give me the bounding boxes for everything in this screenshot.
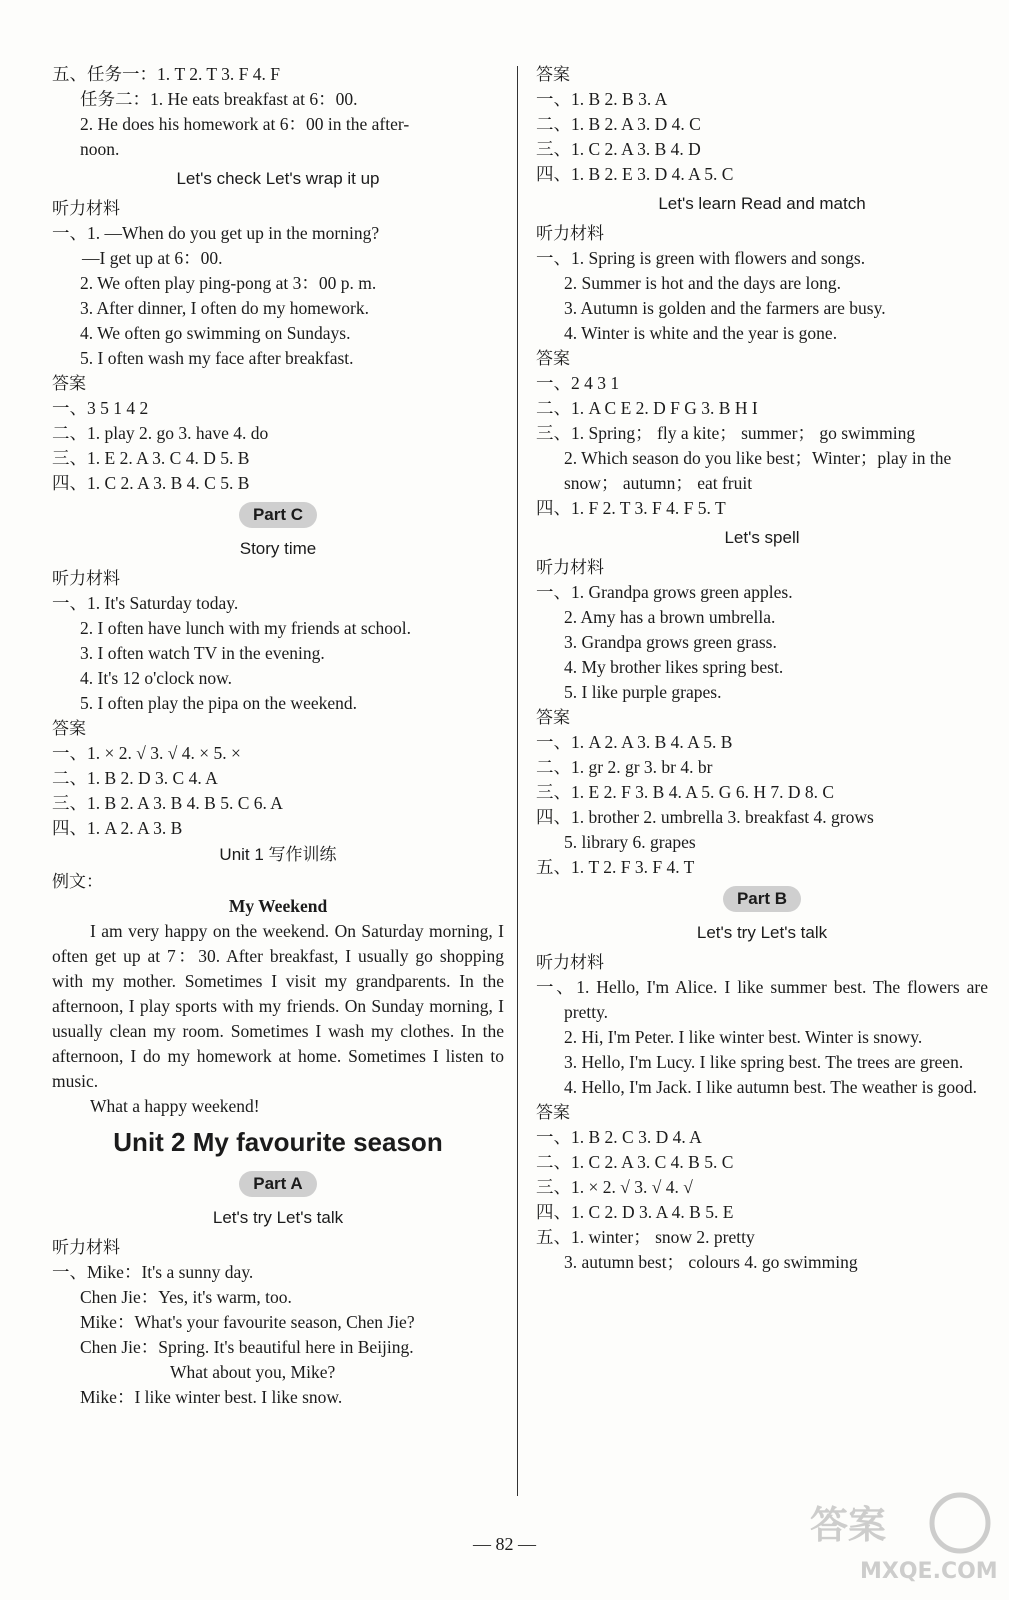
listening-label: 听力材料	[52, 569, 120, 588]
listening-label: 听力材料	[52, 199, 120, 218]
essay-closing: What a happy weekend!	[90, 1096, 260, 1116]
text-line: noon.	[80, 139, 120, 159]
text-line: 3. Hello, I'm Lucy. I like spring best. The trees are green.	[564, 1052, 964, 1072]
answer-line: 一、1. B 2. B 3. A	[536, 89, 668, 109]
text-line: 2. We often play ping-pong at 3：00 p. m.	[80, 273, 377, 293]
listening-label: 听力材料	[536, 224, 604, 243]
left-column	[52, 62, 504, 1410]
answer-line: 三、1. C 2. A 3. B 4. D	[536, 139, 701, 159]
text-line: —I get up at 6：00.	[82, 248, 223, 268]
dialogue-line: Mike：What's your favourite season, Chen Jie?	[80, 1312, 415, 1332]
text-line: 任务二：1. He eats breakfast at 6：00.	[80, 89, 358, 109]
right-column	[536, 62, 988, 1275]
page-number: — 82 —	[473, 1534, 536, 1554]
answer-line: 二、1. C 2. A 3. C 4. B 5. C	[536, 1152, 734, 1172]
answer-line: 三、1. × 2. √ 3. √ 4. √	[536, 1177, 693, 1197]
text-line: 3. I often watch TV in the evening.	[80, 643, 325, 663]
listening-label: 听力材料	[536, 953, 604, 972]
answer-line: 一、1. A 2. A 3. B 4. A 5. B	[536, 732, 733, 752]
answer-line: 三、1. Spring； fly a kite； summer； go swimming	[536, 423, 916, 443]
text-line: 一、1. Grandpa grows green apples.	[536, 582, 793, 602]
part-b-row	[536, 880, 988, 916]
answer-line: 一、2 4 3 1	[536, 373, 620, 393]
dialogue-line: Chen Jie：Yes, it's warm, too.	[80, 1287, 292, 1307]
answer-label: 答案	[536, 708, 570, 727]
answer-line: 三、1. B 2. A 3. B 4. B 5. C 6. A	[52, 793, 283, 813]
answer-line: 二、1. A C E 2. D F G 3. B H I	[536, 398, 758, 418]
listening-label: 听力材料	[52, 1238, 120, 1257]
answer-line: 四、1. F 2. T 3. F 4. F 5. T	[536, 498, 726, 518]
text-line: 一、1. It's Saturday today.	[52, 593, 239, 613]
text-line: 一、1. Hello, I'm Alice. I like summer best. The flowers are pretty.	[536, 977, 988, 1022]
text-line: 五、任务一：1. T 2. T 3. F 4. F	[52, 64, 281, 84]
text-line: 3. Autumn is golden and the farmers are busy.	[564, 298, 886, 318]
text-line: 5. I often play the pipa on the weekend.	[80, 693, 357, 713]
text-line: 4. It's 12 o'clock now.	[80, 668, 232, 688]
section-heading: Story time	[239, 539, 317, 558]
answer-line: 一、1. B 2. C 3. D 4. A	[536, 1127, 702, 1147]
answer-line: 一、3 5 1 4 2	[52, 398, 149, 418]
section-heading: Let's learn Read and match	[658, 194, 866, 213]
dialogue-line: What about you, Mike?	[170, 1362, 336, 1382]
answer-line: 3. autumn best； colours 4. go swimming	[564, 1252, 858, 1272]
answer-line: 一、1. × 2. √ 3. √ 4. × 5. ×	[52, 743, 241, 763]
part-b-badge: Part B	[723, 886, 801, 912]
answer-line: 五、1. T 2. F 3. F 4. T	[536, 857, 695, 877]
answer-line: 二、1. play 2. go 3. have 4. do	[52, 423, 269, 443]
text-line: 3. After dinner, I often do my homework.	[80, 298, 369, 318]
text-line: 2. Amy has a brown umbrella.	[564, 607, 776, 627]
text-line: 一、1. Spring is green with flowers and songs.	[536, 248, 866, 268]
answer-label: 答案	[52, 719, 86, 738]
dialogue-line: 一、Mike：It's a sunny day.	[52, 1262, 254, 1282]
dialogue-line: Mike：I like winter best. I like snow.	[80, 1387, 343, 1407]
answer-line: 五、1. winter； snow 2. pretty	[536, 1227, 755, 1247]
answer-line: 2. Which season do you like best；Winter；play in the snow； autumn； eat fruit	[564, 448, 952, 493]
section-heading: Let's try Let's talk	[212, 1208, 344, 1227]
writing-heading: Unit 1 写作训练	[219, 845, 337, 864]
text-line: 2. Hi, I'm Peter. I like winter best. Winter is snowy.	[564, 1027, 923, 1047]
example-label: 例文：	[52, 872, 103, 891]
text-line: 4. We often go swimming on Sundays.	[80, 323, 351, 343]
answer-line: 四、1. A 2. A 3. B	[52, 818, 183, 838]
dialogue-line: Chen Jie：Spring. It's beautiful here in Beijing.	[80, 1337, 414, 1357]
text-line: 4. Winter is white and the year is gone.	[564, 323, 838, 343]
svg-text:答案: 答案	[810, 1503, 887, 1547]
text-line: 3. Grandpa grows green grass.	[564, 632, 777, 652]
svg-text:MXQE.COM: MXQE.COM	[860, 1559, 998, 1584]
essay-title: My Weekend	[228, 896, 328, 916]
text-line: 2. Summer is hot and the days are long.	[564, 273, 842, 293]
answer-line: 5. library 6. grapes	[564, 832, 696, 852]
answer-line: 四、1. brother 2. umbrella 3. breakfast 4. grows	[536, 807, 874, 827]
answer-label: 答案	[536, 65, 570, 84]
answer-label: 答案	[52, 374, 86, 393]
part-c-row	[52, 496, 504, 532]
listening-label: 听力材料	[536, 558, 604, 577]
section-heading: Let's try Let's talk	[696, 923, 828, 942]
answer-label: 答案	[536, 1103, 570, 1122]
text-line: 一、1. —When do you get up in the morning?	[52, 223, 380, 243]
section-heading: Let's check Let's wrap it up	[176, 169, 380, 188]
text-line: 5. I often wash my face after breakfast.	[80, 348, 354, 368]
answer-line: 二、1. gr 2. gr 3. br 4. br	[536, 757, 713, 777]
part-c-badge: Part C	[239, 502, 317, 528]
answer-line: 四、1. C 2. A 3. B 4. C 5. B	[52, 473, 250, 493]
part-a-row	[52, 1165, 504, 1201]
answer-line: 三、1. E 2. A 3. C 4. D 5. B	[52, 448, 250, 468]
answer-line: 四、1. C 2. D 3. A 4. B 5. E	[536, 1202, 734, 1222]
essay-paragraph: I am very happy on the weekend. On Saturday morning, I often get up at 7：30. After breakfast, I usually go shopping with my mother. Sometimes I visit my grandparents. In the afternoon, I play sports with my friends. On Sunday morning, I usually clean my room. Sometimes I wash my clothes. In the afternoon, I do my homework at home. Sometimes I listen to music.	[52, 921, 504, 1091]
answer-line: 四、1. B 2. E 3. D 4. A 5. C	[536, 164, 734, 184]
section-heading: Let's spell	[724, 528, 800, 547]
answer-line: 三、1. E 2. F 3. B 4. A 5. G 6. H 7. D 8. C	[536, 782, 835, 802]
part-a-badge: Part A	[239, 1171, 316, 1197]
text-line: 2. He does his homework at 6：00 in the after-	[80, 114, 410, 134]
text-line: 4. Hello, I'm Jack. I like autumn best. The weather is good.	[564, 1077, 978, 1097]
unit-title: Unit 2 My favourite season	[113, 1127, 443, 1157]
answer-label: 答案	[536, 349, 570, 368]
text-line: 2. I often have lunch with my friends at school.	[80, 618, 411, 638]
text-line: 4. My brother likes spring best.	[564, 657, 784, 677]
text-line: 5. I like purple grapes.	[564, 682, 722, 702]
answer-line: 二、1. B 2. A 3. D 4. C	[536, 114, 701, 134]
column-divider	[517, 66, 518, 1496]
watermark-logo	[800, 1478, 1000, 1588]
answer-line: 二、1. B 2. D 3. C 4. A	[52, 768, 218, 788]
